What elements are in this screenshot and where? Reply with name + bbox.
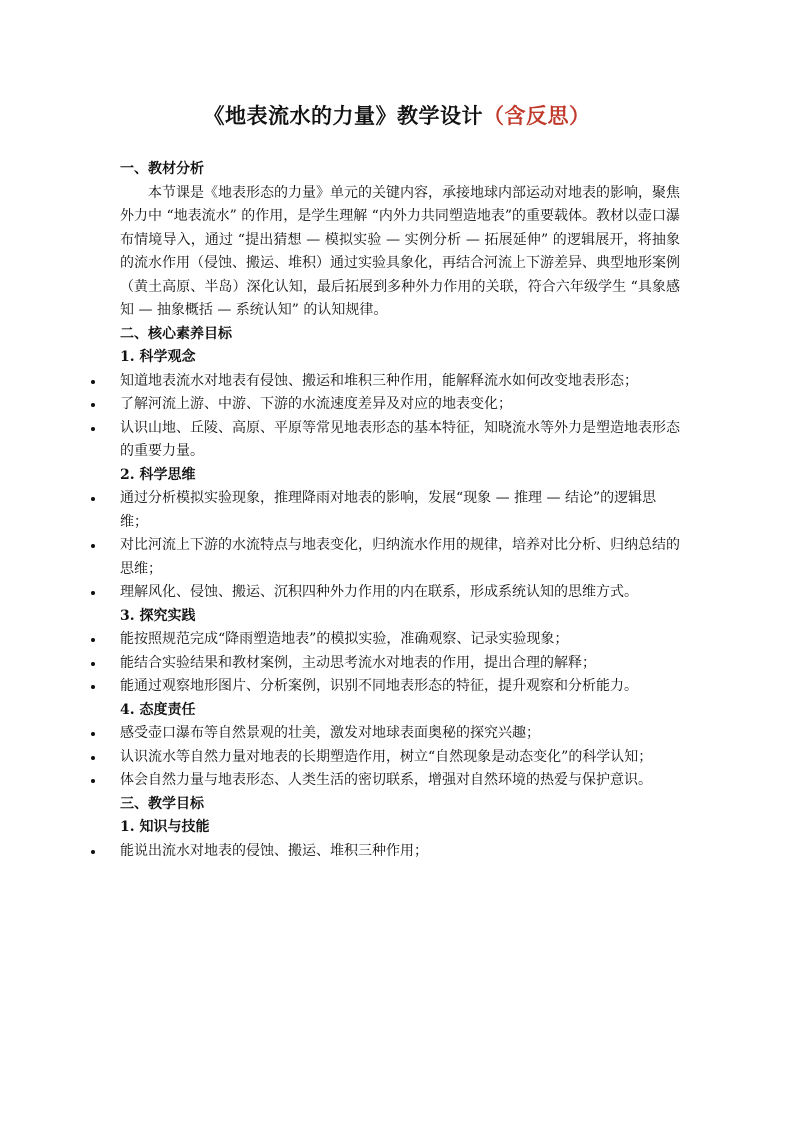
- list-item-text: 对比河流上下游的水流特点与地表变化，归纳流水作用的规律，培养对比分析、归纳总结的思维；: [120, 537, 680, 577]
- list-item: [120, 534, 680, 581]
- list-item: [120, 628, 680, 652]
- list-item: [120, 769, 680, 793]
- list-item: [120, 652, 680, 676]
- bullet-icon: [91, 497, 95, 501]
- subsection-heading: 4. 态度责任: [120, 701, 196, 718]
- title-accent: （含反思）: [483, 103, 591, 128]
- list-item: [120, 393, 680, 417]
- section-heading: 三、教学目标: [120, 795, 204, 812]
- list-item-text: 理解风化、侵蚀、搬运、沉积四种外力作用的内在联系，形成系统认知的思维方式。: [120, 584, 638, 600]
- list-item-text: 体会自然力量与地表形态、人类生活的密切联系，增强对自然环境的热爱与保护意识。: [120, 772, 652, 788]
- list-item-text: 能说出流水对地表的侵蚀、搬运、堆积三种作用；: [120, 842, 428, 859]
- subsection-heading: 2. 科学思维: [120, 466, 196, 483]
- list-item-text: 能按照规范完成“降雨塑造地表”的模拟实验，准确观察、记录实验现象；: [120, 631, 569, 647]
- bullet-list: [120, 370, 680, 464]
- body-paragraph: 本节课是《地表形态的力量》单元的关键内容，承接地球内部运动对地表的影响，聚焦外力中 “地表流水” 的作用，是学生理解 “内外力共同塑造地表”的重要载体。教材以壶口瀑布情境导入，通过 “提出猜想 — 模拟实验 — 实例分析 — 拓展延伸” 的逻辑展开，将抽象的流水作用（侵蚀、搬运、堆积）通过实验具象化，再结合河流上下游差异、典型地形案例（黄土高原、半岛）深化认知，最后拓展到多种外力作用的关联，符合六年级学生 “具象感知 — 抽象概括 — 系统认知” 的认知规律。: [120, 184, 680, 318]
- bullet-list: [120, 722, 680, 793]
- bullet-icon: [91, 427, 95, 431]
- list-item: [120, 675, 680, 699]
- bullet-icon: [91, 732, 95, 736]
- bullet-icon: [91, 850, 95, 854]
- list-item-text: 知道地表流水对地表有侵蚀、搬运和堆积三种作用，能解释流水如何改变地表形态；: [120, 372, 638, 389]
- bullet-icon: [91, 380, 95, 384]
- list-item-text: 认识山地、丘陵、高原、平原等常见地表形态的基本特征，知晓流水等外力是塑造地表形态的重要力量。: [120, 419, 680, 459]
- list-item-text: 了解河流上游、中游、下游的水流速度差异及对应的地表变化；: [120, 396, 512, 412]
- list-item-text: 感受壶口瀑布等自然景观的壮美，激发对地球表面奥秘的探究兴趣；: [120, 725, 540, 741]
- document-title: [0, 100, 794, 130]
- section-heading: 二、核心素养目标: [120, 325, 232, 342]
- subsection-heading: 1. 科学观念: [120, 349, 196, 365]
- list-item-text: 能结合实验结果和教材案例，主动思考流水对地表的作用，提出合理的解释；: [120, 654, 596, 671]
- list-item: [120, 487, 680, 534]
- bullet-icon: [91, 638, 95, 642]
- bullet-list: [120, 487, 680, 605]
- list-item-text: 能通过观察地形图片、分析案例，识别不同地表形态的特征，提升观察和分析能力。: [120, 678, 638, 694]
- list-item: [120, 417, 680, 464]
- bullet-list: [120, 628, 680, 699]
- bullet-icon: [91, 756, 95, 760]
- bullet-icon: [91, 779, 95, 783]
- title-main: 《地表流水的力量》教学设计: [203, 103, 483, 128]
- bullet-icon: [91, 544, 95, 548]
- bullet-icon: [91, 662, 95, 666]
- bullet-list: [120, 840, 680, 864]
- bullet-icon: [91, 403, 95, 407]
- list-item-text: 通过分析模拟实验现象，推理降雨对地表的影响，发展“现象 — 推理 — 结论”的逻辑思维；: [120, 490, 657, 530]
- list-item-text: 认识流水等自然力量对地表的长期塑造作用，树立“自然现象是动态变化”的科学认知；: [120, 748, 653, 765]
- list-item: [120, 370, 680, 394]
- section-heading: 一、教材分析: [120, 161, 204, 177]
- subsection-heading: 1. 知识与技能: [120, 819, 210, 835]
- bullet-icon: [91, 591, 95, 595]
- list-item: [120, 840, 680, 864]
- bullet-icon: [91, 685, 95, 689]
- list-item: [120, 722, 680, 746]
- list-item: [120, 581, 680, 605]
- subsection-heading: 3. 探究实践: [120, 607, 196, 624]
- list-item: [120, 746, 680, 770]
- document-body: [120, 158, 680, 863]
